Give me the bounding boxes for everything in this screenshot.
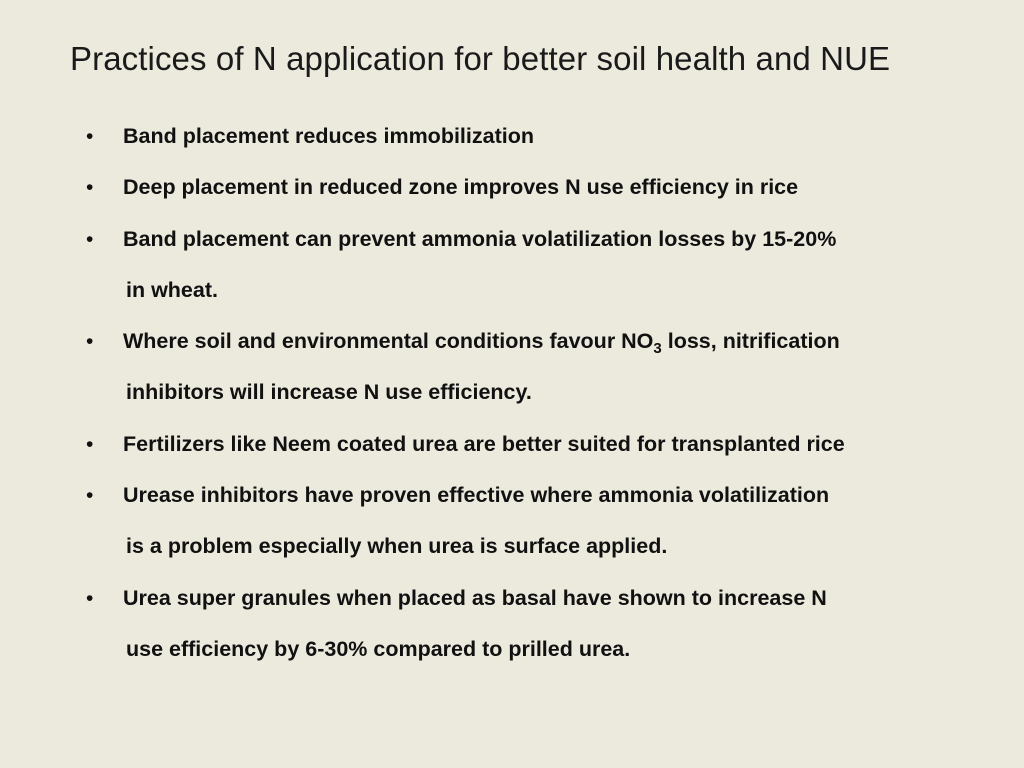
slide-title: Practices of N application for better soil health and NUE [70, 40, 891, 77]
bullet-item-5 [0, 419, 1024, 470]
bullet-list [0, 111, 1024, 675]
bullet-item-7 [0, 573, 1024, 676]
bullet-item-3 [0, 214, 1024, 317]
bullet-marker: • [86, 330, 94, 354]
bullet-marker: • [86, 125, 94, 148]
bullet-text-continuation: in wheat. [126, 277, 218, 302]
bullet-text-continuation: is a problem especially when urea is surface applied. [126, 534, 668, 559]
bullet-text: Urease inhibitors have proven effective where ammonia volatilization [123, 483, 830, 508]
bullet-marker: • [86, 484, 94, 508]
bullet-marker: • [86, 432, 94, 456]
bullet-marker: • [86, 176, 94, 200]
bullet-text-continuation: use efficiency by 6-30% compared to prilled urea. [126, 636, 631, 661]
bullet-text: Band placement reduces immobilization [123, 124, 534, 148]
bullet-text-part: loss, nitrification [661, 329, 840, 354]
bullet-text-part: Where soil and environmental conditions favour NO [123, 329, 654, 354]
bullet-text-continuation: inhibitors will increase N use efficiency. [126, 380, 532, 405]
bullet-item-6 [0, 470, 1024, 573]
bullet-item-4 [0, 316, 1024, 419]
bullet-marker: • [86, 586, 94, 610]
bullet-item-2 [0, 162, 1024, 213]
bullet-text [123, 329, 840, 358]
bullet-text: Deep placement in reduced zone improves N use efficiency in rice [123, 175, 799, 200]
bullet-item-1 [0, 111, 1024, 162]
bullet-marker: • [86, 227, 94, 251]
bullet-text: Urea super granules when placed as basal have shown to increase N [123, 585, 827, 610]
subscript: 3 [653, 340, 662, 358]
bullet-text: Fertilizers like Neem coated urea are better suited for transplanted rice [123, 431, 845, 456]
bullet-text: Band placement can prevent ammonia volatilization losses by 15-20% [123, 226, 837, 251]
